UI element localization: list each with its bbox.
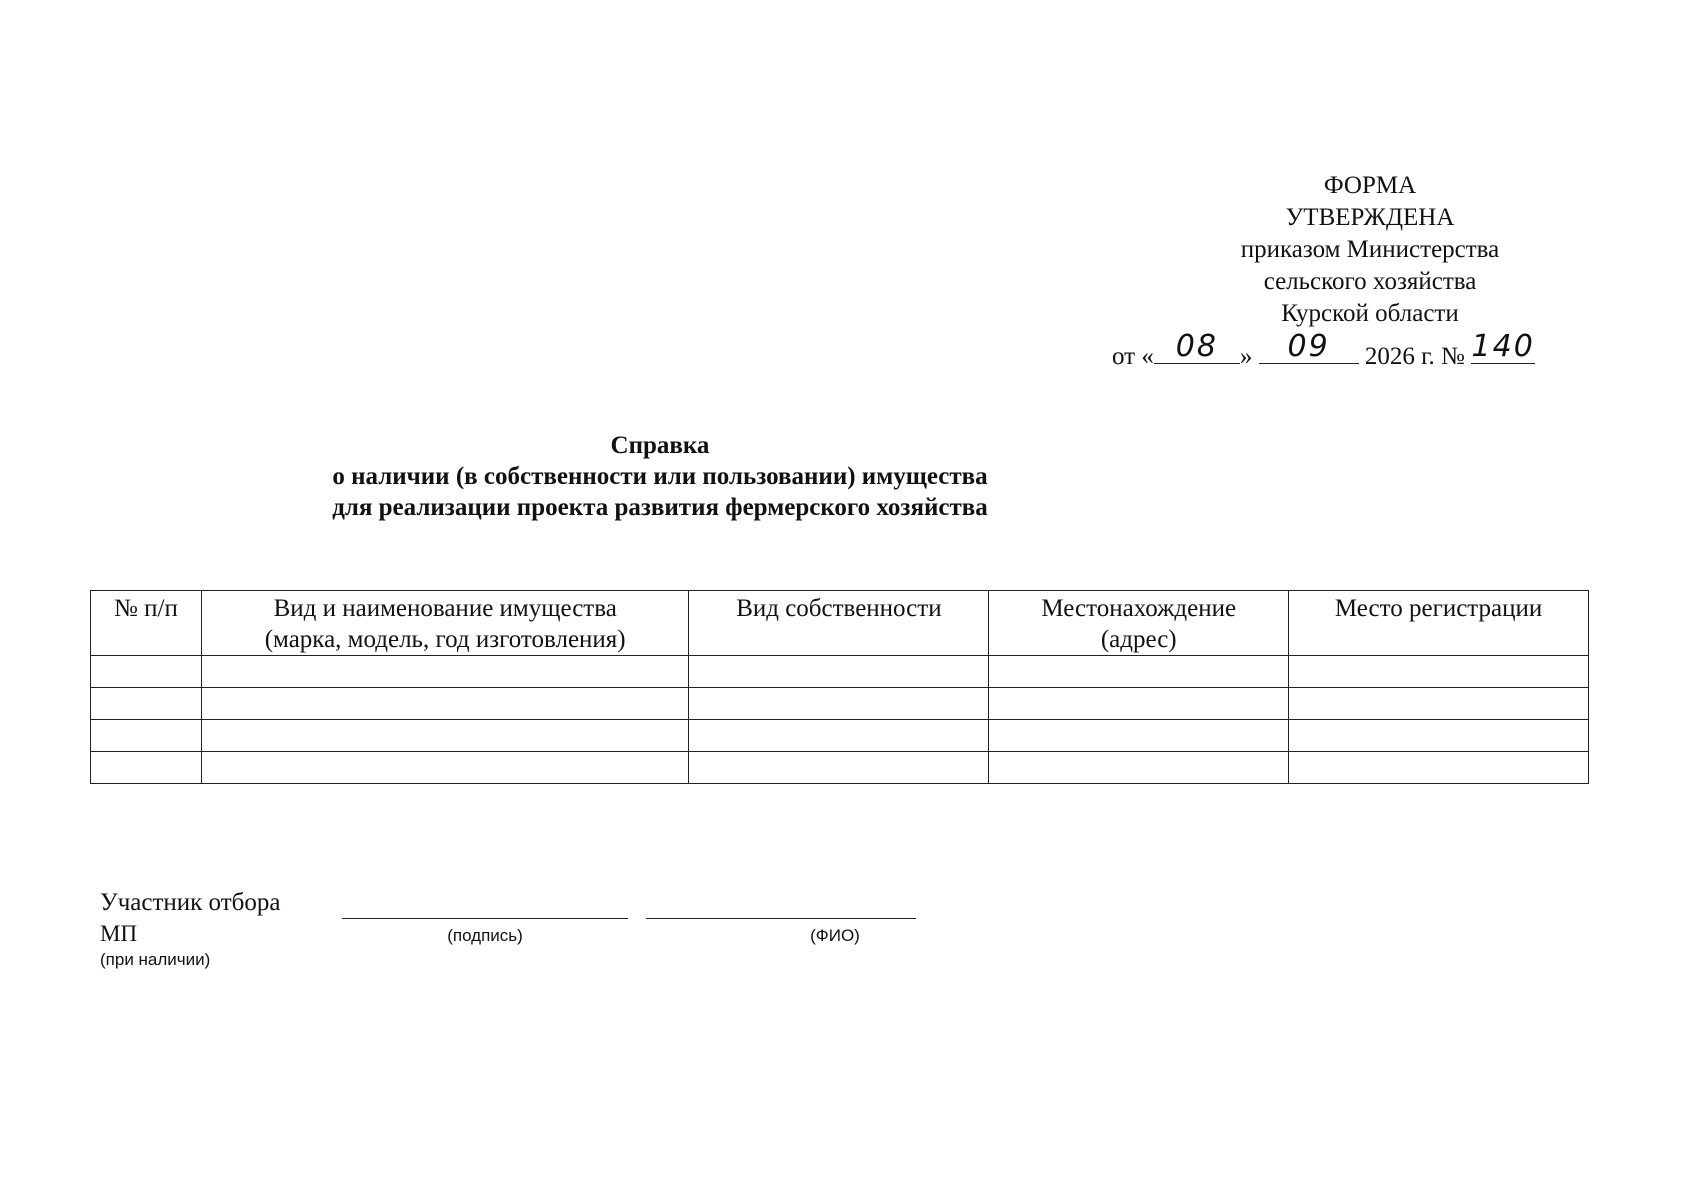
table-row: [91, 752, 1589, 784]
header-property-name-line1: Вид и наименование имущества: [273, 595, 617, 622]
header-property-name: [201, 591, 689, 656]
header-location: [989, 591, 1289, 656]
signature-line[interactable]: [342, 918, 628, 919]
approval-line-order: приказом Министерства: [1240, 236, 1500, 263]
day-handwritten: 08: [1175, 329, 1218, 364]
header-ownership-type: [689, 591, 989, 656]
table-cell[interactable]: [1289, 752, 1589, 784]
header-location-line2: (адрес): [1100, 626, 1177, 653]
header-registration-place: [1289, 591, 1589, 656]
title-line-1: Справка: [610, 432, 710, 459]
name-line[interactable]: [646, 918, 916, 919]
document-title: [300, 430, 1020, 523]
table-cell[interactable]: [989, 752, 1289, 784]
table-row: [91, 656, 1589, 688]
approval-line-approved: УТВЕРЖДЕНА: [1285, 204, 1455, 231]
month-blank: [1259, 329, 1359, 364]
year-text: 2026 г. №: [1364, 343, 1465, 370]
table-cell[interactable]: [91, 656, 202, 688]
approval-stamp: [1050, 170, 1690, 330]
header-number-label: № п/п: [114, 595, 178, 622]
table-cell[interactable]: [989, 720, 1289, 752]
seal-label: МП: [100, 921, 138, 946]
table-row: [91, 720, 1589, 752]
number-handwritten: 140: [1471, 329, 1535, 364]
table-cell[interactable]: [91, 752, 202, 784]
table-cell[interactable]: [989, 656, 1289, 688]
date-mid: »: [1239, 343, 1253, 370]
table-cell[interactable]: [989, 688, 1289, 720]
table-cell[interactable]: [689, 688, 989, 720]
property-table: [90, 590, 1589, 784]
table-cell[interactable]: [91, 720, 202, 752]
month-handwritten: 09: [1287, 329, 1330, 364]
name-caption: (ФИО): [810, 926, 860, 945]
table-cell[interactable]: [201, 656, 689, 688]
table-cell[interactable]: [689, 656, 989, 688]
header-property-name-line2: (марка, модель, год изготовления): [264, 626, 626, 653]
table-cell[interactable]: [1289, 688, 1589, 720]
approval-date-line: [1112, 329, 1535, 375]
table-row: [91, 688, 1589, 720]
date-prefix: от «: [1112, 343, 1154, 370]
number-blank: [1471, 329, 1535, 364]
table-cell[interactable]: [201, 752, 689, 784]
table-body: [91, 656, 1589, 784]
header-number: [91, 591, 202, 656]
approval-line-ministry: сельского хозяйства: [1263, 268, 1477, 295]
seal-note: (при наличии): [100, 950, 211, 969]
table-cell[interactable]: [91, 688, 202, 720]
day-blank: [1154, 329, 1240, 364]
table-cell[interactable]: [689, 720, 989, 752]
table-cell[interactable]: [1289, 656, 1589, 688]
table-cell[interactable]: [689, 752, 989, 784]
approval-line-region: Курской области: [1281, 300, 1459, 327]
table-header-row: [91, 591, 1589, 656]
table-cell[interactable]: [201, 688, 689, 720]
title-line-3: для реализации проекта развития фермерского хозяйства: [332, 494, 988, 521]
header-location-line1: Местонахождение: [1041, 595, 1237, 622]
header-registration-place-label: Место регистрации: [1334, 595, 1543, 622]
header-ownership-type-label: Вид собственности: [736, 595, 942, 622]
participant-label: Участник отбора: [100, 889, 281, 916]
signature-caption: (подпись): [447, 926, 523, 945]
approval-line-form: ФОРМА: [1323, 172, 1417, 199]
table-cell[interactable]: [201, 720, 689, 752]
title-line-2: о наличии (в собственности или пользовании) имущества: [332, 463, 988, 490]
table-cell[interactable]: [1289, 720, 1589, 752]
